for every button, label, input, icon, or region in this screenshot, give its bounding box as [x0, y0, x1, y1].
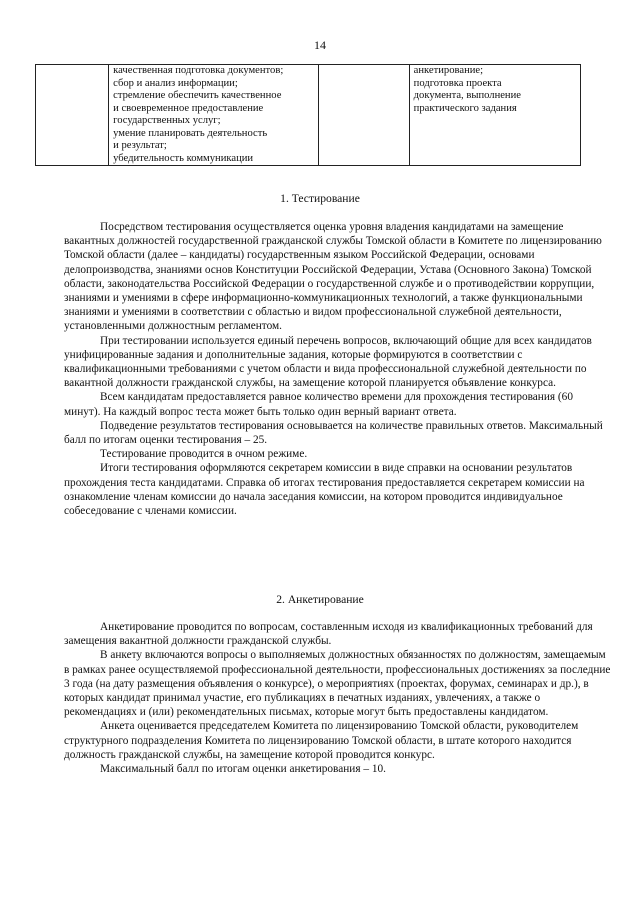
- table-cell-empty: [36, 65, 109, 166]
- paragraph: Максимальный балл по итогам оценки анкетирования – 10.: [100, 763, 386, 776]
- paragraph: Анкетирование проводится по вопросам, составленным исходя из квалификационных требований для замещения вакантной должности гражданской службы.: [64, 621, 593, 648]
- table-cell-line: сбор и анализ информации;: [113, 77, 238, 89]
- table-cell-line: государственных услуг;: [113, 115, 221, 126]
- page-number: 14: [314, 38, 326, 52]
- table-cell-line: подготовка проекта: [413, 77, 502, 89]
- paragraph: Подведение результатов тестирования основывается на количестве правильных ответов. Максимальный балл по итогам оценки тестирования – 25.: [64, 419, 603, 447]
- paragraph: В анкету включаются вопросы о выполняемых должностных обязанностях по должностям, замещаемым в рамках ранее осуществляемой профессиональной деятельности, профессиональных достижениях за последние 3 года (на дату размещения объявления о конкурсе), о мероприятиях (проектах, форумах, семинарах и др.), в которых кандидат принимал участие, его публикациях в печатных изданиях, увлечениях, а также о рекомендациях и (или) рекомендательных письмах, которые могут быть предоставлены кандидатом.: [64, 649, 611, 719]
- section-heading-testing: 1. Тестирование: [280, 192, 360, 205]
- table-cell-line: анкетирование;: [413, 65, 484, 76]
- table-cell-line: качественная подготовка документов;: [113, 65, 284, 76]
- table-cell-methods: [409, 65, 580, 166]
- section-body-testing: [64, 220, 611, 518]
- table-cell-line: стремление обеспечить качественное: [113, 90, 282, 101]
- section-body-questionnaire: [64, 620, 611, 776]
- table-row: [36, 65, 581, 166]
- table-cell-line: документа, выполнение: [413, 90, 521, 101]
- table-cell-line: и результат;: [113, 140, 167, 151]
- table-cell-line: и своевременное предоставление: [113, 102, 264, 114]
- section-heading-questionnaire: 2. Анкетирование: [276, 593, 364, 606]
- paragraph: Всем кандидатам предоставляется равное количество времени для прохождения тестирования (60 минут). На каждый вопрос теста может быть только один верный вариант ответа.: [64, 391, 573, 418]
- paragraph: Посредством тестирования осуществляется оценка уровня владения кандидатами на замещение вакантных должностей государственной гражданской службы Томской области в Комитете по лицензированию Томской области (далее – кандидаты) государственным языком Российской Федерации, основами делопроизводства, знаниями основ Конституции Российской Федерации, Устава (Основного Закона) Томской области, законодательства Российской Федерации о государственной службе и о противодействии коррупции, знаниями и умениями в сфере информационно-коммуникационных технологий, а также функциональными знаниями и умениями в соответствии с областью и видом профессиональной служебной деятельности, установленными должностным регламентом.: [64, 221, 602, 333]
- paragraph: Тестирование проводится в очном режиме.: [100, 448, 308, 461]
- paragraph: При тестировании используется единый перечень вопросов, включающий общие для всех кандидатов унифицированные задания и дополнительные задания, которые формируются в соответствии с квалификационными требованиями с учетом области и вида профессиональной служебной деятельности по вакантной должности гражданской службы, на замещение которой планируется объявление конкурса.: [64, 334, 592, 390]
- table-cell-line: умение планировать деятельность: [113, 127, 268, 139]
- paragraph: Итоги тестирования оформляются секретарем комиссии в виде справки на основании результатов прохождения теста кандидатами. Справка об итогах тестирования предоставляется секретарем комиссии на ознакомление членам комиссии до начала заседания комиссии, на котором проводится индивидуальное собеседование с членами комиссии.: [64, 462, 585, 518]
- competency-table: [35, 64, 581, 166]
- table-cell-line: убедительность коммуникации: [113, 152, 254, 164]
- table-cell-empty: [318, 65, 409, 166]
- table-cell-competencies: [109, 65, 318, 166]
- table-cell-line: практического задания: [413, 102, 517, 114]
- paragraph: Анкета оценивается председателем Комитета по лицензированию Томской области, руководителем структурного подразделения Комитета по лицензированию Томской области, в штате которого находится должность гражданской службы, на замещение которой проводится конкурс.: [64, 720, 579, 761]
